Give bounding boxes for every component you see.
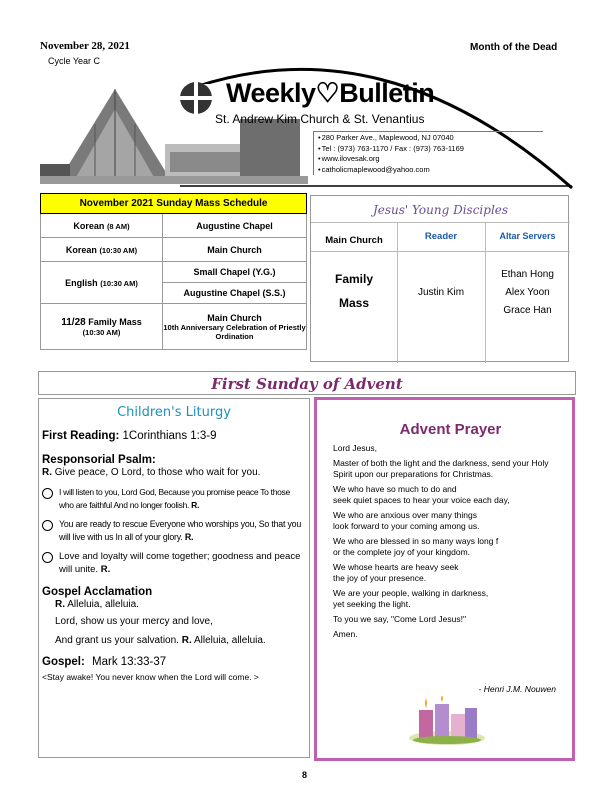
- bulletin-date: November 28, 2021: [40, 40, 130, 52]
- phone-fax: • Tel : (973) 763-1170 / Fax : (973) 763-1169: [318, 144, 543, 155]
- gospel-acclamation-label: Gospel Acclamation: [42, 586, 153, 598]
- verse-text: I will listen to you, Lord God, Because you promise peace To those who are faithful And no longer foolish.: [59, 487, 290, 510]
- first-reading-label: First Reading:: [42, 430, 120, 442]
- mass-time: (10:30 AM): [82, 327, 121, 337]
- response-marker: R.: [100, 564, 111, 575]
- prayer-line: Lord Jesus,: [333, 443, 377, 453]
- prayer-stanza: [333, 614, 564, 625]
- server-name: Alex Yoon: [505, 287, 550, 298]
- mass-label: Mass: [338, 296, 370, 310]
- bulletin-logo-text: Weekly♡Bulletin: [226, 78, 435, 108]
- address: • 280 Parker Ave., Maplewood, NJ 07040: [318, 133, 543, 144]
- prayer-title: Advent Prayer: [399, 421, 502, 438]
- response-marker: R.: [55, 599, 65, 610]
- mass-name: 11/28: [61, 316, 86, 328]
- contact-info: [313, 131, 543, 175]
- prayer-author: - Henri J.M. Nouwen: [478, 684, 556, 694]
- prayer-line: look forward to your coming among us.: [333, 521, 480, 531]
- psalm-label: Responsorial Psalm:: [42, 454, 156, 466]
- website-link[interactable]: • www.ilovesak.org: [318, 154, 543, 165]
- psalm-response: [42, 466, 306, 480]
- verse-text: Love and loyalty will come together; goodness and peace will unite.: [59, 551, 301, 575]
- mass-name-suffix: Family Mass: [88, 316, 142, 327]
- mass-name: English: [65, 277, 98, 288]
- prayer-line: We whose hearts are heavy seek: [333, 562, 459, 572]
- gospel-label: Gospel:: [42, 656, 85, 668]
- prayer-stanza: [333, 562, 564, 584]
- psalm-verse: [42, 550, 306, 576]
- banner-title: First Sunday of Advent: [211, 375, 403, 393]
- prayer-line: seek quiet spaces to hear your voice each day,: [333, 495, 510, 505]
- mass-time: (10:30 AM): [99, 245, 138, 255]
- first-sunday-banner: [38, 371, 576, 395]
- mass-schedule-title: November 2021 Sunday Mass Schedule: [41, 194, 307, 214]
- childrens-liturgy-box: [38, 398, 310, 758]
- prayer-stanza: [333, 443, 564, 480]
- table-row: [41, 214, 307, 238]
- acclamation-text: And grant us your salvation.: [55, 635, 179, 646]
- prayer-stanza: [333, 484, 564, 506]
- psalm-verse: [42, 486, 306, 512]
- col-reader: Reader: [424, 231, 458, 242]
- mass-time: (10:30 AM): [100, 278, 138, 288]
- table-row: [41, 238, 307, 262]
- response-marker: R.: [42, 467, 52, 478]
- response-marker: R.: [178, 635, 192, 646]
- mass-place: Augustine Chapel: [163, 214, 307, 238]
- young-disciples-box: [310, 195, 569, 362]
- col-altar-servers: Altar Servers: [499, 231, 556, 241]
- gospel-ref: Mark 13:33-37: [92, 656, 167, 668]
- prayer-line: We who are anxious over many things: [333, 510, 477, 520]
- acclamation-line: Lord, show us your mercy and love,: [55, 616, 213, 627]
- month-title: Month of the Dead: [470, 42, 558, 53]
- mass-schedule-table: [40, 193, 307, 350]
- prayer-stanza: [333, 536, 564, 558]
- parish-name: St. Andrew Kim Church & St. Venantius: [215, 112, 425, 126]
- gospel-note: <Stay awake! You never know when the Lord will come. >: [42, 672, 259, 682]
- circle-icon: [42, 552, 53, 563]
- mass-name: Korean: [73, 220, 105, 231]
- family-label: Family: [334, 272, 373, 286]
- first-reading-ref: 1Corinthians 1:3-9: [122, 430, 217, 442]
- mass-name: Korean: [65, 244, 97, 255]
- prayer-line: or the complete joy of your kingdom.: [333, 547, 471, 557]
- response-marker: R.: [184, 532, 194, 542]
- verse-text: You are ready to rescue Everyone who worships you, So that you will live with us In all of your glory.: [59, 519, 302, 542]
- advent-candles-icon: [407, 696, 487, 746]
- mass-note: 10th Anniversary Celebration of Priestly Ordination: [163, 322, 306, 341]
- cycle-year: Cycle Year C: [48, 56, 101, 66]
- reader-name: Justin Kim: [417, 287, 465, 298]
- table-row: [41, 304, 307, 350]
- prayer-line: Amen.: [333, 629, 358, 639]
- mass-time: (8 AM): [106, 221, 130, 231]
- prayer-line: We are your people, walking in darkness,: [333, 588, 489, 598]
- server-name: Ethan Hong: [501, 269, 554, 280]
- page-number: 8: [302, 770, 308, 780]
- col-main-church: Main Church: [325, 235, 383, 246]
- email-link[interactable]: • catholicmaplewood@yahoo.com: [318, 165, 543, 176]
- prayer-line: Master of both the light and the darkness, send your Holy Spirit upon our preparations for Christmas.: [333, 458, 549, 479]
- circle-icon: [42, 520, 53, 531]
- first-reading: [42, 430, 306, 442]
- prayer-stanza: [333, 510, 564, 532]
- prayer-line: We who are blessed in so many ways long f: [333, 536, 499, 546]
- advent-prayer-box: [314, 397, 575, 761]
- prayer-line: We who have so much to do and: [333, 484, 457, 494]
- psalm-verse: [42, 518, 306, 544]
- mass-place: Main Church: [207, 312, 262, 323]
- psalm-response-text: Give peace, O Lord, to those who wait for you.: [52, 467, 261, 478]
- table-row: [41, 262, 307, 283]
- disciples-title: Jesus' Young Disciples: [372, 203, 509, 217]
- prayer-line: the joy of your presence.: [333, 573, 427, 583]
- prayer-stanza: [333, 588, 564, 610]
- acclamation-line: [42, 631, 306, 650]
- mass-place: Main Church: [163, 238, 307, 262]
- mass-place: Small Chapel (Y.G.): [163, 262, 307, 283]
- gospel: [42, 656, 306, 668]
- server-name: Grace Han: [503, 305, 552, 316]
- prayer-stanza: [333, 629, 564, 640]
- bulletin-logo-icon: [178, 80, 218, 116]
- acclamation-text: Alleluia, alleluia.: [191, 635, 266, 646]
- liturgy-title: Children's Liturgy: [117, 405, 231, 420]
- response-marker: R.: [191, 500, 200, 510]
- mass-place: Augustine Chapel (S.S.): [163, 283, 307, 304]
- prayer-line: To you we say, "Come Lord Jesus!": [333, 614, 466, 624]
- circle-icon: [42, 488, 53, 499]
- prayer-line: yet seeking the light.: [333, 599, 411, 609]
- acclamation-text: Alleluia, alleluia.: [65, 599, 139, 610]
- acclamation-line: [42, 598, 306, 612]
